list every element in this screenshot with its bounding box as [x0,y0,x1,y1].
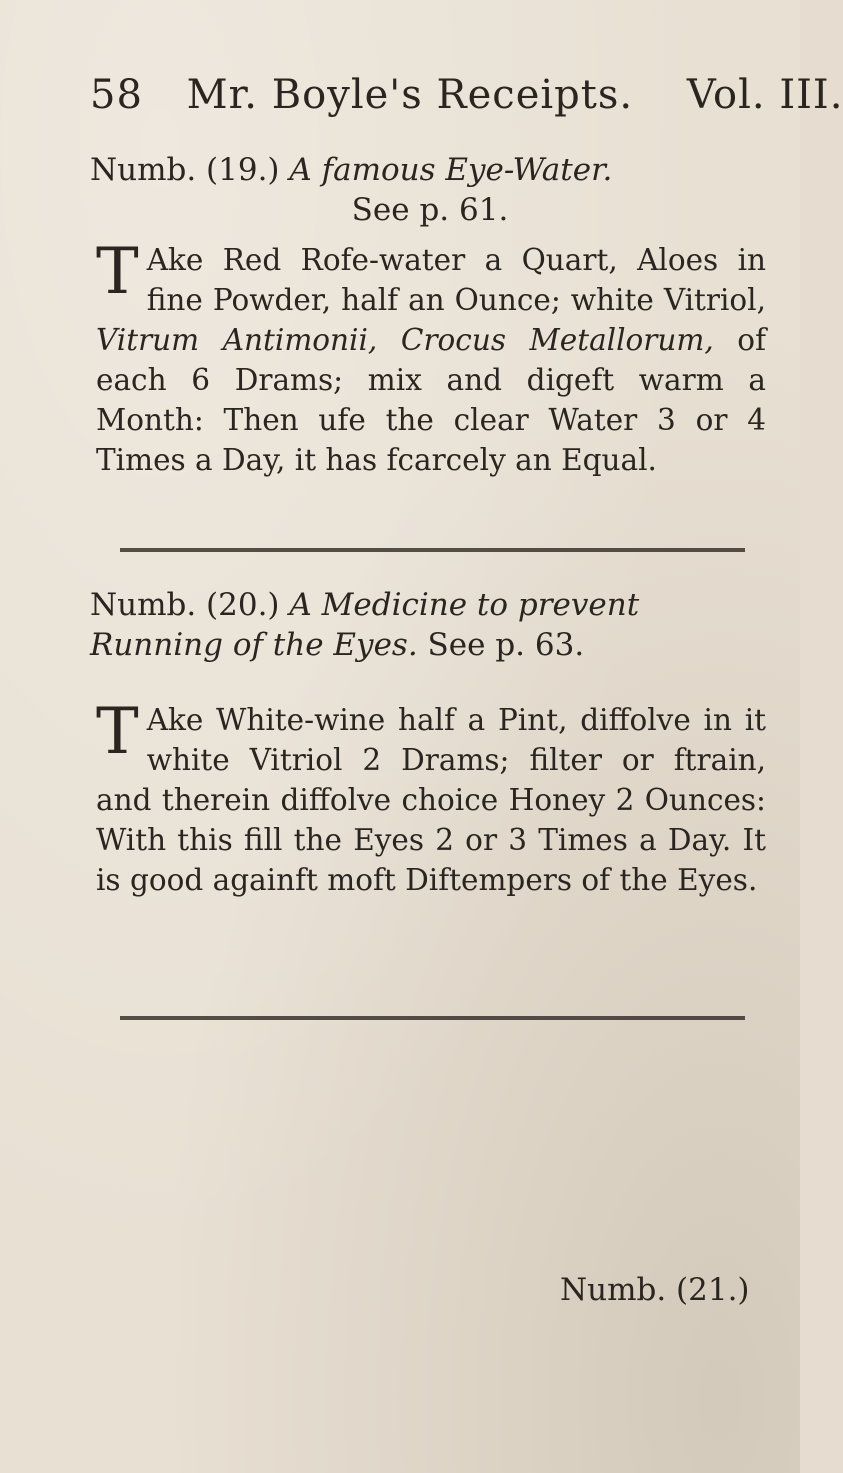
drop-cap: T [96,695,139,769]
volume-label: Vol. III. [686,72,843,118]
recipe-body-20 [96,695,766,900]
catchword: Numb. (21.) [560,1272,750,1308]
recipe-text: Ake Red Rofe-water a Quart, Aloes in fine Powder, half an Ounce; white Vitriol, [146,243,766,317]
section-divider [120,1016,745,1020]
section-divider [120,548,745,552]
recipe-text-end: of each 6 Drams; mix and digeft warm a Month: Then ufe the clear Water 3 or 4 Times a Day, it has fcarcely an Equal. [96,323,766,477]
recipe-heading-19 [90,150,770,230]
recipe-body-19 [96,235,766,480]
recipe-title: A Medicine to prevent Running of the Eyes. [90,587,640,663]
running-title: Mr. Boyle's Receipts. [186,72,634,118]
recipe-heading-20 [90,585,770,665]
page-number: 58 [90,72,143,118]
recipe-number: Numb. (19.) [90,152,280,188]
recipe-title: A famous Eye-Water. [289,152,613,188]
recipe-text-italic: Vitrum Antimonii, Crocus Metallorum, [96,323,714,357]
recipe-text: Ake White-wine half a Pint, diffolve in it white Vitriol 2 Drams; filter or ftrain, and therein diffolve choice Honey 2 Ounces: With this fill the Eyes 2 or 3 Times a Day. It is good againft moft Diftempers of the Eyes. [96,703,766,897]
running-header [90,72,843,118]
recipe-reference: See p. 63. [427,627,585,663]
recipe-reference: See p. 61. [351,192,509,228]
recipe-number: Numb. (20.) [90,587,280,623]
drop-cap: T [96,235,139,309]
